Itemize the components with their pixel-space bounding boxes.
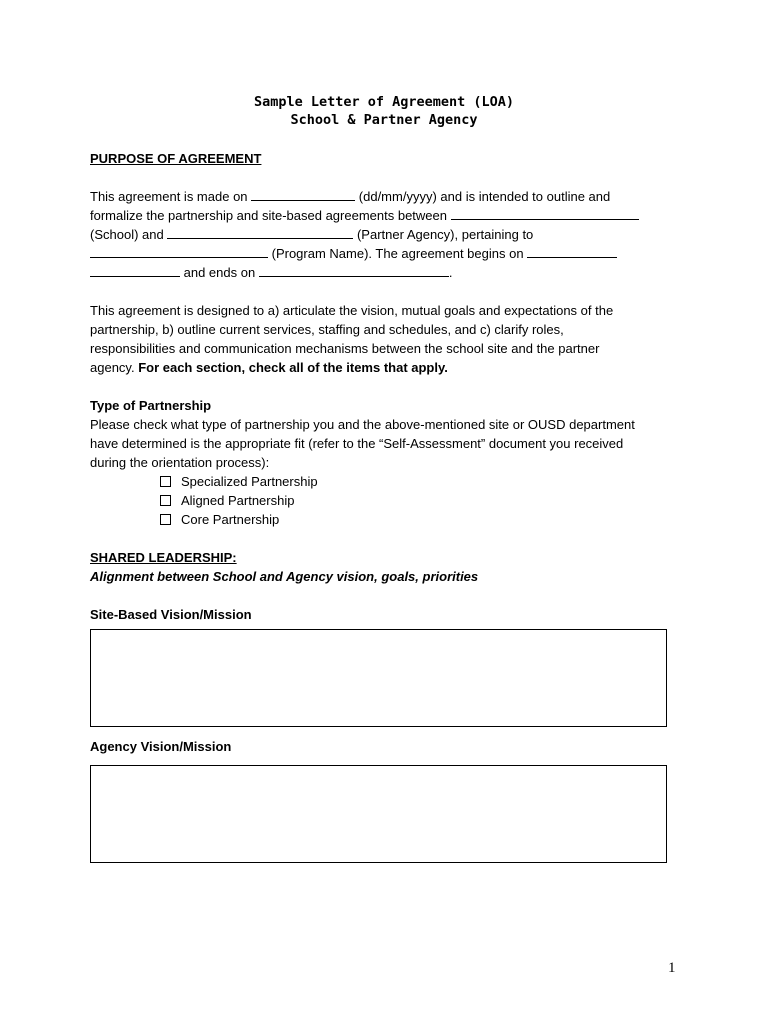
type-of-partnership-heading: Type of Partnership	[90, 398, 212, 413]
option-specialized[interactable]: Specialized Partnership	[160, 472, 318, 491]
checkbox-icon[interactable]	[160, 495, 171, 506]
document-subtitle: School & Partner Agency	[290, 112, 478, 128]
purpose-line-2: formalize the partnership and site-based agreements between	[90, 206, 690, 225]
end-date-blank[interactable]	[259, 263, 449, 277]
purpose-paragraph	[90, 187, 690, 282]
program-name-blank[interactable]	[90, 244, 268, 258]
page-number: 1	[668, 960, 676, 976]
design-paragraph: This agreement is designed to a) articulate the vision, mutual goals and expectations of the partnership, b) outline current services, staffing and schedules, and c) clarify roles, responsibilities and communication mechanisms between the school site and the partner agency. For each section, check all of the items that apply.	[90, 303, 614, 375]
site-vision-label: Site-Based Vision/Mission	[90, 607, 252, 622]
purpose-line-1: This agreement is made on (dd/mm/yyyy) and is intended to outline and	[90, 189, 611, 204]
option-core[interactable]: Core Partnership	[160, 510, 279, 529]
purpose-line-3: (School) and (Partner Agency), pertaining to	[90, 227, 534, 242]
partner-agency-blank[interactable]	[167, 225, 353, 239]
date-blank[interactable]	[251, 187, 355, 201]
agency-vision-box[interactable]	[90, 765, 667, 863]
document-title: Sample Letter of Agreement (LOA)	[253, 94, 515, 110]
begin-date-blank[interactable]	[527, 244, 617, 258]
checkbox-icon[interactable]	[160, 514, 171, 525]
shared-leadership-subheading: Alignment between School and Agency vision, goals, priorities	[90, 569, 479, 584]
purpose-line-5: and ends on .	[90, 263, 690, 282]
shared-leadership-heading: SHARED LEADERSHIP:	[90, 550, 237, 565]
option-aligned[interactable]: Aligned Partnership	[160, 491, 294, 510]
begin-date-blank-cont[interactable]	[90, 263, 180, 277]
school-name-blank[interactable]	[451, 206, 639, 220]
purpose-heading: PURPOSE OF AGREEMENT	[90, 151, 262, 166]
agency-vision-label: Agency Vision/Mission	[90, 739, 232, 754]
purpose-line-4: (Program Name). The agreement begins on	[90, 244, 690, 263]
checkbox-icon[interactable]	[160, 476, 171, 487]
type-instructions: Please check what type of partnership you and the above-mentioned site or OUSD department have determined is the appropriate fit (refer to the “Self-Assessment” document you received during the orientation process):	[90, 417, 635, 470]
site-vision-box[interactable]	[90, 629, 667, 727]
